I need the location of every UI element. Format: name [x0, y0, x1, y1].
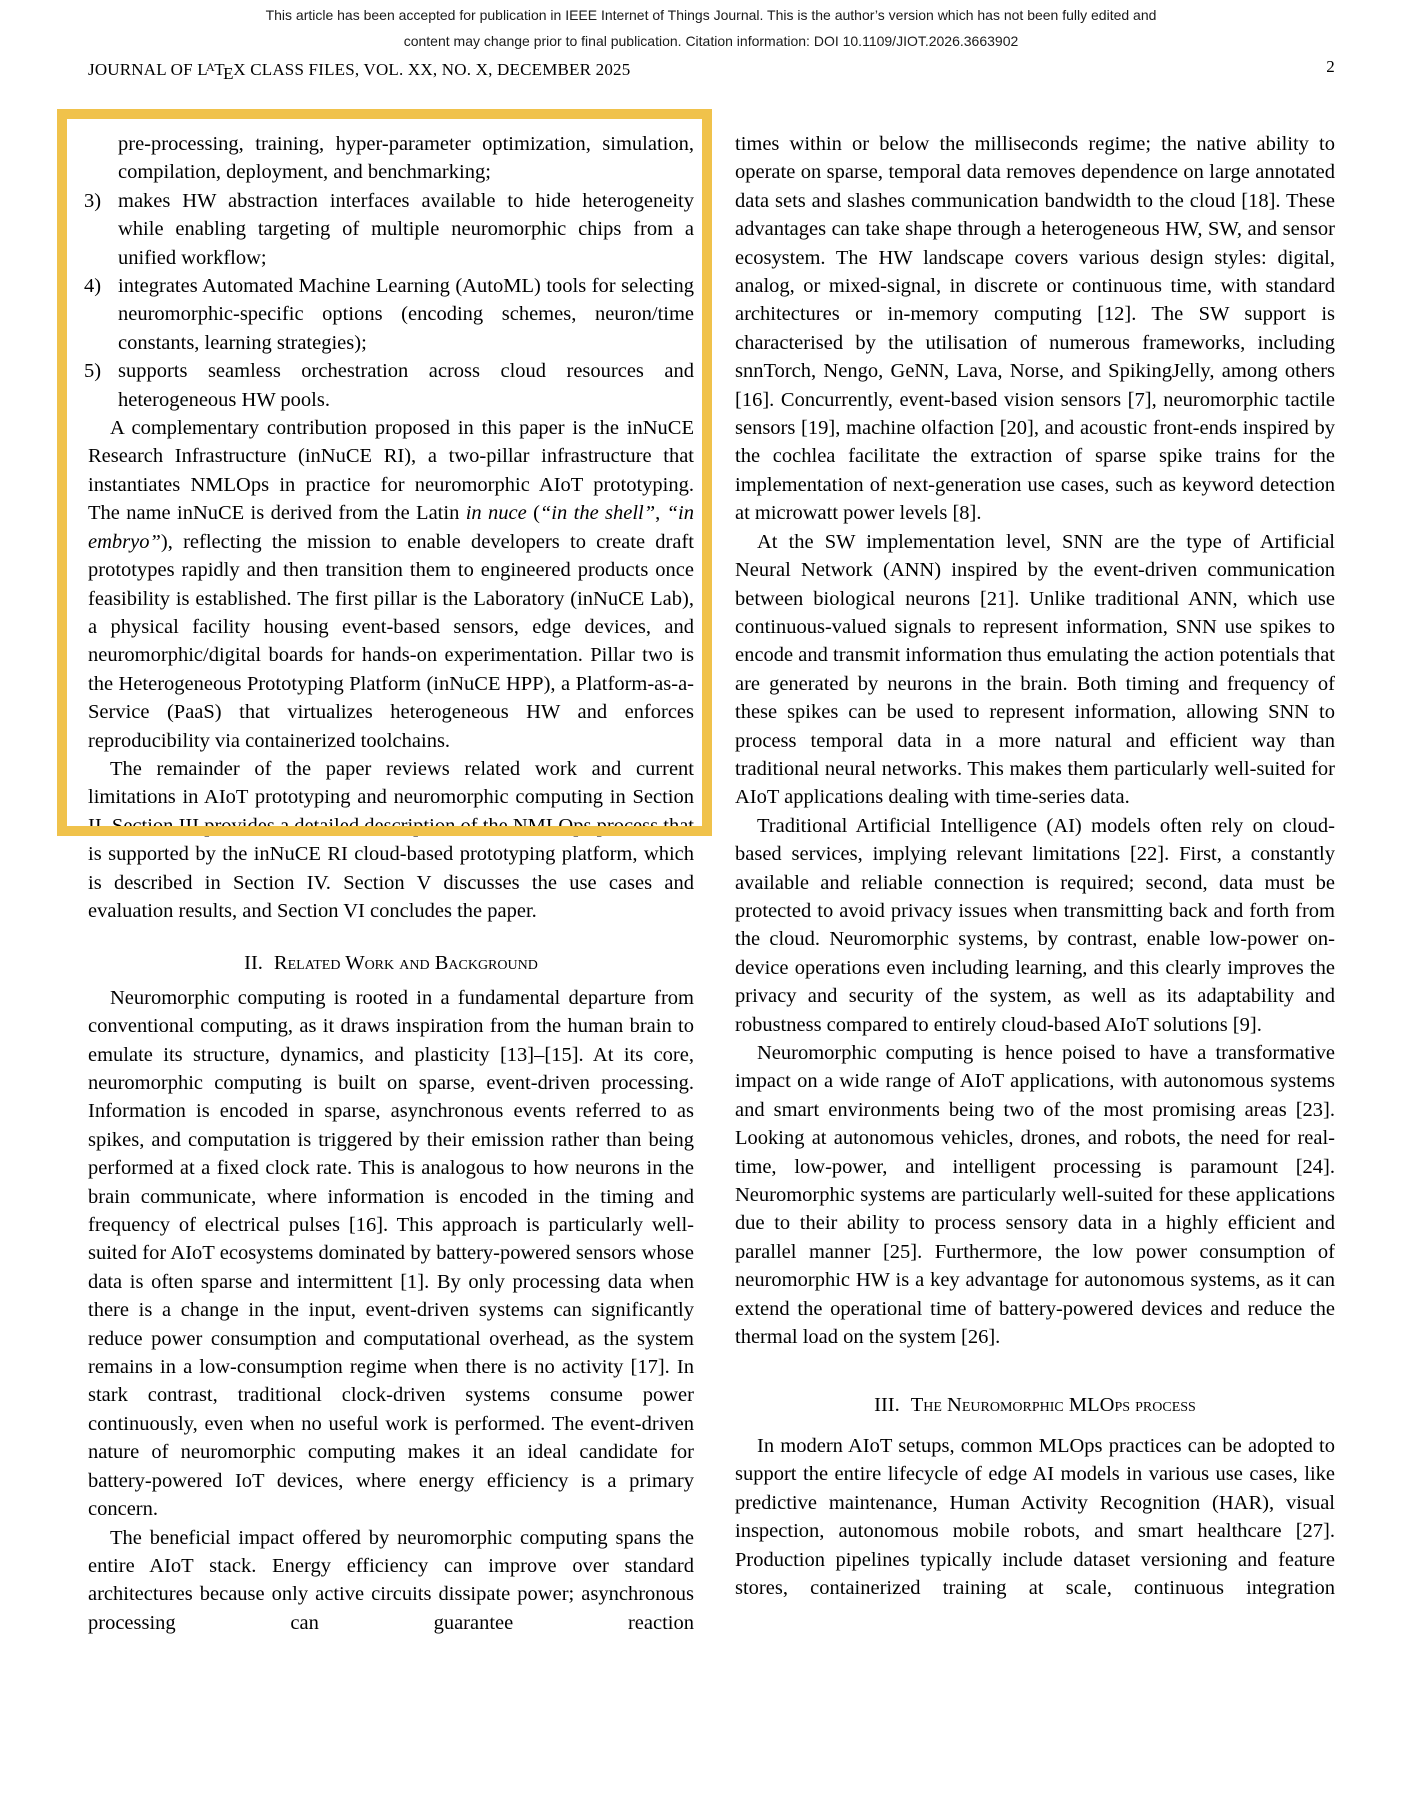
quoted-translation: “in the shell”: [539, 502, 656, 525]
list-item-text: integrates Automated Machine Learning (AutoML) tools for selecting neuromorphic-specific options (encoding schemes, neuron/time constants, learning strategies);: [118, 275, 694, 354]
section-heading-related-work: [88, 949, 694, 977]
highlight-box: [57, 109, 712, 836]
paragraph-text: A complementary contribution proposed in this paper is the inNuCE Research Infrastructure (inNuCE RI), a two-pillar infrastructure that instantiates NMLOps in practice for neuromorphic AIoT prototyping. The name inNuCE is derived from the Latin: [88, 417, 694, 525]
journal-header: [88, 57, 630, 84]
section-title: The Neuromorphic MLOps process: [910, 1394, 1196, 1417]
paragraph-times-continuation: times within or below the milliseconds regime; the native ability to operate on sparse, temporal data removes dependence on large annotated data sets and slashes communication bandwidth to the cloud [18]. These advantages can take shape through a heterogeneous HW, SW, and sensor ecosystem. The HW landscape covers various design styles: digital, analog, or mixed-signal, in discrete or continuous time, with standard architectures or in-memory computing [12]. The SW support is characterised by the utilisation of numerous frameworks, including snnTorch, Nengo, GeNN, Lava, Norse, and SpikingJelly, among others [16]. Concurrently, event-based vision sensors [7], neuromorphic tactile sensors [19], machine olfaction [20], and acoustic front-ends inspired by the cochlea facilitate the extraction of sparse spike trains for the implementation of next-generation use cases, such as keyword detection at microwatt power levels [8].: [735, 133, 1335, 525]
notice-line-1: This article has been accepted for publication in IEEE Internet of Things Journal. This is the author’s version which has not been fully edited and: [265, 7, 1157, 23]
paragraph-text: ), reflecting the mission to enable developers to create draft prototypes rapidly and then transition them to engineered products once feasibility is established. The first pillar is the Laboratory (inNuCE Lab), a physical facility housing event-based sensors, edge devices, and neuromorphic/digital boards for hands-on experimentation. Pillar two is the Heterogeneous Prototyping Platform (inNuCE HPP), a Platform-as-a-Service (PaaS) that virtualizes heterogeneous HW and enforces reproducibility via containerized toolchains.: [88, 530, 694, 752]
journal-header-text-2: X CLASS FILES, VOL. XX, NO. X, DECEMBER 2025: [233, 59, 631, 79]
quoted-translation: “in embryo”: [88, 502, 695, 553]
right-column: [735, 130, 1335, 1602]
page-number: 2: [1326, 57, 1335, 76]
paragraph-cloud-limitations: Traditional Artificial Intelligence (AI) models often rely on cloud-based services, implying relevant limitations [22]. First, a constantly available and reliable connection is required; second, data must be protected to avoid privacy issues when transmitting back and forth from the cloud. Neuromorphic systems, by contrast, enable low-power on-device operations even including learning, and this clearly improves the privacy and security of the system, as well as its adaptability and robustness compared to entirely cloud-based AIoT solutions [9].: [735, 814, 1335, 1036]
latex-logo-a: A: [206, 60, 215, 74]
list-item-marker: 3): [84, 189, 102, 212]
section-title: Related Work and Background: [273, 952, 538, 975]
paragraph-snn: At the SW implementation level, SNN are the type of Artificial Neural Network (ANN) inspired by the event-driven communication between biological neurons [21]. Unlike traditional ANN, which use continuous-valued signals to represent information, SNN use spikes to encode and transmit information thus emulating the action potentials that are generated by neurons in the brain. Both timing and frequency of these spikes can be used to represent information, allowing SNN to process temporal data in a more natural and efficient way than traditional neural networks. This makes them particularly well-suited for AIoT applications dealing with time-series data.: [735, 530, 1335, 809]
section-number: II.: [244, 952, 263, 975]
list-item-text: supports seamless orchestration across cloud resources and heterogeneous HW pools.: [118, 360, 694, 411]
section-number: III.: [874, 1394, 900, 1417]
latin-phrase: in nuce: [465, 502, 527, 525]
paragraph-beneficial-impact: The beneficial impact offered by neuromorphic computing spans the entire AIoT stack. Energy efficiency can improve over standard architectures because only active circuits dissipate power; asynchronous processing can guarantee reaction: [88, 1526, 694, 1634]
latex-logo-t: T: [214, 59, 225, 79]
latex-logo-e: E: [223, 64, 234, 83]
paragraph-neuromorphic-computing: Neuromorphic computing is rooted in a fundamental departure from conventional computing, as it draws inspiration from the human brain to emulate its structure, dynamics, and plasticity [13]–[15]. At its core, neuromorphic computing is built on sparse, event-driven processing. Information is encoded in sparse, asynchronous events referred to as spikes, and computation is triggered by their emission rather than being performed at a fixed clock rate. This is analogous to how neurons in the brain communicate, where information is encoded in the timing and frequency of electrical pulses [16]. This approach is particularly well-suited for AIoT ecosystems dominated by battery-powered sensors whose data is often sparse and intermittent [1]. By only processing data when there is a change in the input, event-driven systems can significantly reduce power consumption and computational overhead, as the system remains in a low-consumption regime when there is no activity [17]. In stark contrast, traditional clock-driven systems consume power continuously, even when no useful work is performed. The event-driven nature of neuromorphic computing makes it an ideal candidate for battery-powered IoT devices, where energy efficiency is a primary concern.: [88, 986, 694, 1521]
paragraph-text: (: [526, 502, 540, 525]
paragraph-transformative-impact: Neuromorphic computing is hence poised to have a transformative impact on a wide range of AIoT applications, with autonomous systems and smart environments being two of the most promising areas [23]. Looking at autonomous vehicles, drones, and robots, the need for real-time, low-power, and intelligent processing is paramount [24]. Neuromorphic systems are particularly well-suited for these applications due to their ability to process sensory data in a highly efficient and parallel manner [25]. Furthermore, the low power consumption of neuromorphic HW is a key advantage for autonomous systems, as it can extend the operational time of battery-powered devices and reduce the thermal load on the system [26].: [735, 1042, 1335, 1349]
list-item-marker: 4): [84, 275, 102, 298]
paragraph-remainder: The remainder of the paper reviews related work and current limitations in AIoT prototyping and neuromorphic computing in Section II. Section III provides a detailed description of the NMLOps process that is supported by the inNuCE RI cloud-based prototyping platform, which is described in Section IV. Section V discusses the use cases and evaluation results, and Section VI concludes the paper.: [88, 757, 694, 922]
journal-header-text: JOURNAL OF L: [88, 59, 208, 79]
list-item-marker: 5): [84, 360, 102, 383]
list-item-text: pre-processing, training, hyper-parameter optimization, simulation, compilation, deployment, and benchmarking;: [118, 133, 694, 184]
paragraph-text: ,: [655, 502, 667, 525]
acceptance-notice: [0, 2, 1422, 54]
section-heading-mlops: [735, 1391, 1335, 1419]
paragraph-mlops-practices: In modern AIoT setups, common MLOps practices can be adopted to support the entire lifecycle of edge AI models in various use cases, like predictive maintenance, Human Activity Recognition (HAR), visual inspection, autonomous mobile robots, and smart healthcare [27]. Production pipelines typically include dataset versioning and feature stores, containerized training at scale, continuous integration: [735, 1434, 1335, 1599]
notice-line-2: content may change prior to final publication. Citation information: DOI 10.1109/JIOT.2026.3663902: [403, 33, 1019, 49]
list-item-text: makes HW abstraction interfaces available to hide heterogeneity while enabling targeting of multiple neuromorphic chips from a unified workflow;: [118, 189, 694, 269]
